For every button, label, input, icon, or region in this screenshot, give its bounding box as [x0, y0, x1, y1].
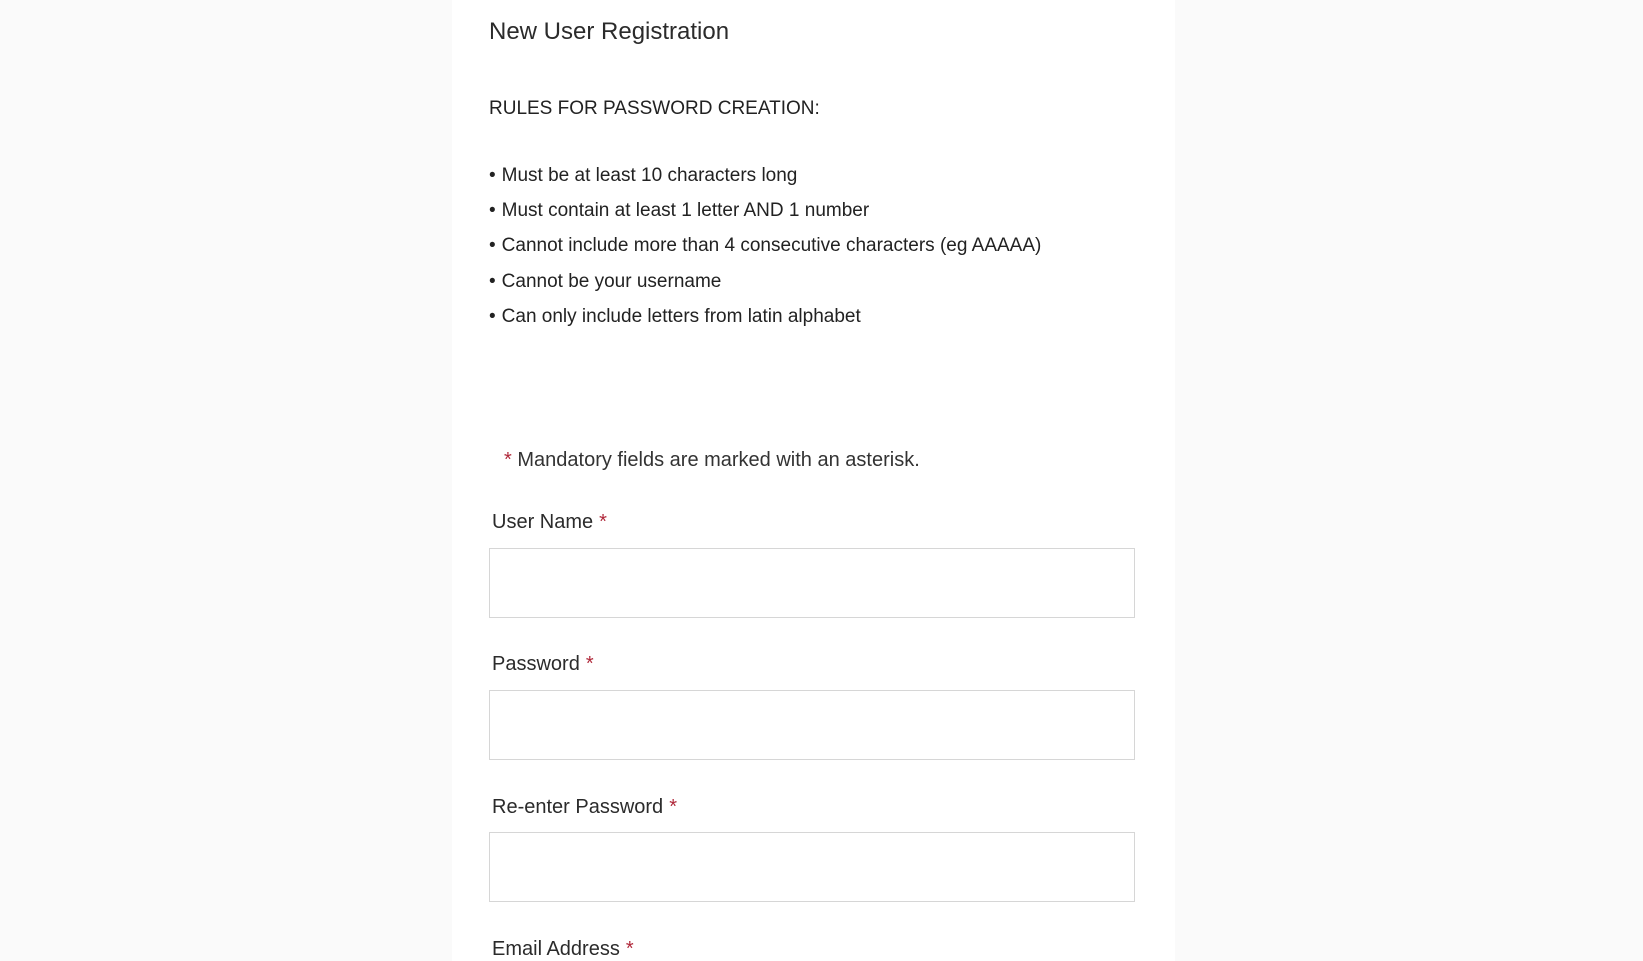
password-rule: • Cannot include more than 4 consecutive characters (eg AAAAA): [489, 236, 1041, 271]
password-label: [492, 653, 594, 676]
password-rule: • Must be at least 10 characters long: [489, 166, 1041, 201]
username-label: [492, 511, 607, 534]
password-rules-heading: RULES FOR PASSWORD CREATION:: [489, 98, 820, 119]
username-label-text: User Name: [492, 511, 594, 533]
required-asterisk: *: [585, 653, 594, 675]
password-rule: • Cannot be your username: [489, 272, 1041, 307]
reenter-password-label-text: Re-enter Password: [492, 796, 664, 818]
password-label-text: Password: [492, 653, 580, 675]
required-asterisk: *: [625, 938, 634, 960]
registration-panel: [452, 0, 1175, 961]
mandatory-fields-note: [504, 449, 920, 472]
password-rules-list: [489, 166, 1041, 342]
password-input[interactable]: [489, 690, 1135, 760]
reenter-password-input[interactable]: [489, 832, 1135, 902]
required-asterisk: *: [504, 449, 512, 471]
reenter-password-label: [492, 796, 677, 819]
username-input[interactable]: [489, 548, 1135, 618]
password-rule: • Can only include letters from latin alphabet: [489, 307, 1041, 342]
required-asterisk: *: [599, 511, 607, 533]
email-address-label-text: Email Address: [492, 938, 620, 960]
required-asterisk: *: [669, 796, 677, 818]
mandatory-note-text: Mandatory fields are marked with an asterisk.: [517, 449, 920, 471]
page-title: New User Registration: [489, 18, 730, 45]
email-address-label: [492, 938, 634, 961]
password-rule: • Must contain at least 1 letter AND 1 number: [489, 201, 1041, 236]
